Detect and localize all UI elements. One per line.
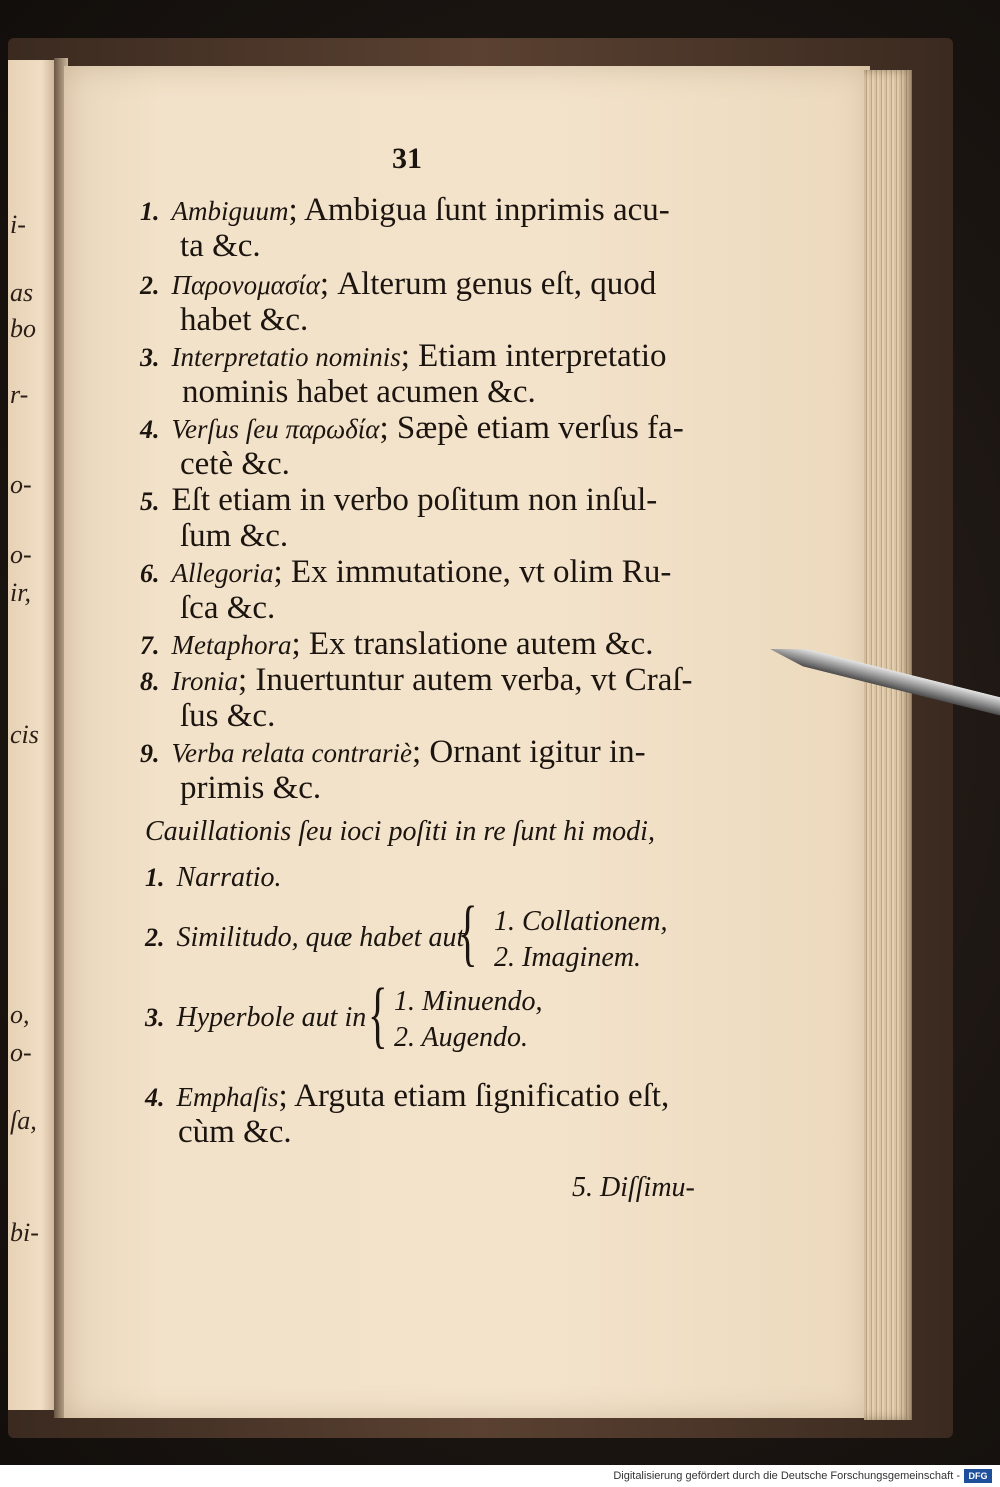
item-term: Metaphora	[171, 630, 292, 660]
mode-option: 2. Imaginem.	[494, 942, 641, 973]
mode-option: 1. Minuendo,	[394, 986, 543, 1017]
item-number: 2.	[145, 923, 165, 952]
text-line	[140, 626, 653, 664]
text-line: nominis habet acumen &c.	[182, 374, 536, 410]
mode-item	[145, 1000, 366, 1036]
text-line	[140, 410, 684, 448]
mode-item	[145, 860, 282, 896]
left-fragment: bi-	[10, 1218, 39, 1247]
item-term: Emphaſis	[176, 1082, 279, 1112]
item-text: ; Ambigua ſunt inprimis acu-	[288, 192, 670, 228]
mode-label: Hyperbole aut in	[176, 1002, 367, 1033]
item-number: 8.	[140, 667, 160, 696]
item-text: Eſt etiam in verbo poſitum non inſul-	[171, 482, 658, 518]
text-line: ta &c.	[180, 228, 261, 264]
item-number: 2.	[140, 271, 160, 300]
text-line	[140, 734, 646, 772]
left-fragment: r-	[10, 380, 29, 409]
item-term: Ironia	[171, 666, 238, 696]
mode-option: 1. Collationem,	[494, 906, 668, 937]
item-term: Παρονομασία	[171, 270, 320, 300]
text-line: habet &c.	[180, 302, 309, 338]
item-text: ; Ex translatione autem &c.	[291, 626, 654, 662]
dfg-logo: DFG	[964, 1469, 992, 1483]
text-line	[140, 554, 671, 592]
text-line: cùm &c.	[178, 1114, 292, 1150]
mode-label: Similitudo, quæ habet aut	[176, 922, 465, 953]
left-fragment: o-	[10, 1038, 32, 1067]
mode-item	[145, 920, 464, 956]
item-text: ; Arguta etiam ſignificatio eſt,	[278, 1078, 670, 1114]
item-term: Allegoria	[171, 558, 274, 588]
text-line: cetè &c.	[180, 446, 290, 482]
item-number: 7.	[140, 631, 160, 660]
left-fragment: as	[10, 278, 34, 307]
brace-glyph: {	[368, 974, 388, 1056]
left-fragment: ir,	[10, 578, 31, 607]
mode-option: 2. Augendo.	[394, 1022, 529, 1053]
text-line	[140, 192, 670, 230]
left-fragment: bo	[10, 314, 36, 343]
item-number: 4.	[140, 415, 160, 444]
left-fragment: o-	[10, 540, 32, 569]
item-number: 6.	[140, 559, 160, 588]
mode-label: Narratio.	[176, 862, 282, 893]
text-line	[140, 662, 693, 700]
subheading: Cauillationis ſeu ioci poſiti in re ſunt hi modi,	[145, 816, 655, 847]
text-line: ſum &c.	[180, 518, 289, 554]
item-number: 1.	[140, 197, 160, 226]
item-term: Verba relata contrariè	[171, 738, 412, 768]
text-line: ſus &c.	[180, 698, 276, 734]
page-number: 31	[392, 142, 422, 175]
item-text: ; Sæpè etiam verſus fa-	[379, 410, 684, 446]
item-term: Verſus ſeu παρωδία	[171, 414, 380, 444]
mode-item	[145, 1078, 669, 1116]
left-fragment: o-	[10, 470, 32, 499]
item-number: 4.	[145, 1083, 165, 1112]
item-term: Interpretatio nominis	[171, 342, 401, 372]
item-number: 5.	[140, 487, 160, 516]
text-line	[140, 482, 657, 520]
item-number: 1.	[145, 863, 165, 892]
item-number: 3.	[140, 343, 160, 372]
footer-bar	[0, 1465, 1000, 1487]
item-text: ; Ornant igitur in-	[411, 734, 646, 770]
left-fragment: i-	[10, 210, 26, 239]
brace-glyph: {	[458, 892, 478, 974]
text-line: ſca &c.	[180, 590, 276, 626]
left-fragment: o,	[10, 1000, 30, 1029]
item-text: ; Inuertuntur autem verba, vt Craſ-	[238, 662, 693, 698]
catchword: 5. Diſſimu-	[572, 1172, 695, 1203]
text-line	[140, 266, 656, 304]
item-text: ; Alterum genus eſt, quod	[319, 266, 657, 302]
left-fragment: ſa,	[10, 1106, 37, 1135]
footer-credit: Digitalisierung gefördert durch die Deutsche Forschungsgemeinschaft -	[613, 1470, 960, 1482]
item-number: 9.	[140, 739, 160, 768]
left-fragment: cis	[10, 720, 39, 749]
item-text: ; Ex immutatione, vt olim Ru-	[273, 554, 672, 590]
item-text: ; Etiam interpretatio	[400, 338, 667, 374]
item-number: 3.	[145, 1003, 165, 1032]
item-term: Ambiguum	[171, 196, 289, 226]
text-line	[140, 338, 667, 376]
text-line: primis &c.	[180, 770, 322, 806]
